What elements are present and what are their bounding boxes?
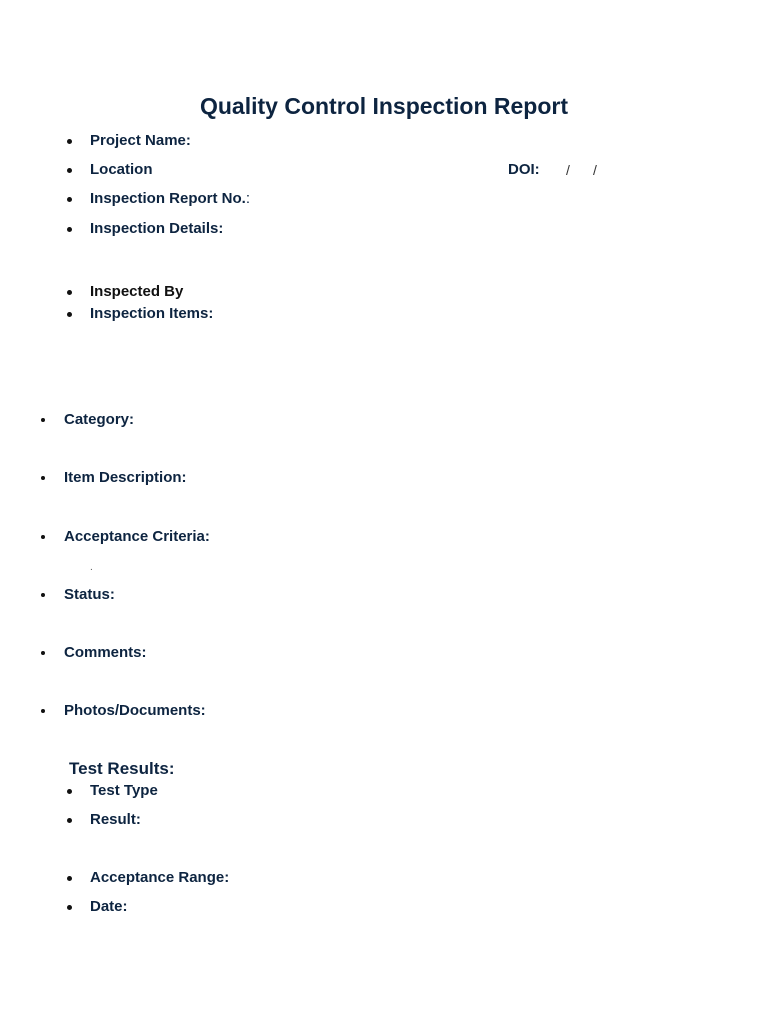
field-inspection-items xyxy=(67,304,367,324)
bullet-icon xyxy=(67,876,72,881)
bullet-icon xyxy=(67,290,72,295)
result-label: Result: xyxy=(90,811,141,828)
bullet-icon xyxy=(67,227,72,232)
bullet-icon xyxy=(67,905,72,910)
bullet-icon xyxy=(67,312,72,317)
status-label: Status: xyxy=(64,586,115,603)
field-acceptance-range xyxy=(67,868,367,888)
bullet-icon xyxy=(41,651,45,655)
field-acceptance-criteria xyxy=(41,527,341,547)
field-photos-documents xyxy=(41,701,341,721)
bullet-icon xyxy=(41,709,45,713)
comments-label: Comments: xyxy=(64,644,147,661)
bullet-icon xyxy=(41,476,45,480)
field-test-type xyxy=(67,781,367,801)
location-label: Location xyxy=(90,161,153,178)
field-inspection-details xyxy=(67,219,367,239)
field-item-description xyxy=(41,468,341,488)
field-inspected-by xyxy=(67,282,367,302)
field-date xyxy=(67,897,367,917)
bullet-icon xyxy=(67,789,72,794)
inspection-items-label: Inspection Items: xyxy=(90,305,214,322)
photos-documents-label: Photos/Documents: xyxy=(64,702,206,719)
category-label: Category: xyxy=(64,411,135,428)
page-title: Quality Control Inspection Report xyxy=(199,93,568,119)
report-no-text: Inspection Report No. xyxy=(90,190,246,207)
doi-separator: / xyxy=(566,162,570,178)
bullet-icon xyxy=(67,168,72,173)
field-location xyxy=(67,160,367,180)
bullet-icon xyxy=(41,593,45,597)
test-results-heading: Test Results: xyxy=(69,759,175,778)
field-report-no xyxy=(67,189,387,209)
acceptance-range-label: Acceptance Range: xyxy=(90,869,230,886)
acceptance-criteria-label: Acceptance Criteria: xyxy=(64,528,210,545)
field-comments xyxy=(41,643,341,663)
project-name-label: Project Name: xyxy=(90,132,191,149)
item-description-label: Item Description: xyxy=(64,469,187,486)
separator-dot: . xyxy=(90,562,93,573)
field-project-name xyxy=(67,131,367,151)
bullet-icon xyxy=(41,535,45,539)
inspection-details-label: Inspection Details: xyxy=(90,220,224,237)
bullet-icon xyxy=(67,818,72,823)
field-status xyxy=(41,585,341,605)
date-label: Date: xyxy=(90,898,128,915)
report-no-colon: : xyxy=(245,190,251,207)
test-type-label: Test Type xyxy=(90,782,158,799)
field-category xyxy=(41,410,341,430)
report-no-label xyxy=(90,189,250,209)
inspected-by-label: Inspected By xyxy=(90,283,184,300)
bullet-icon xyxy=(67,139,72,144)
bullet-icon xyxy=(67,197,72,202)
doi-separator: / xyxy=(593,162,597,178)
field-result xyxy=(67,810,367,830)
bullet-icon xyxy=(41,418,45,422)
doi-label: DOI: xyxy=(508,161,540,178)
